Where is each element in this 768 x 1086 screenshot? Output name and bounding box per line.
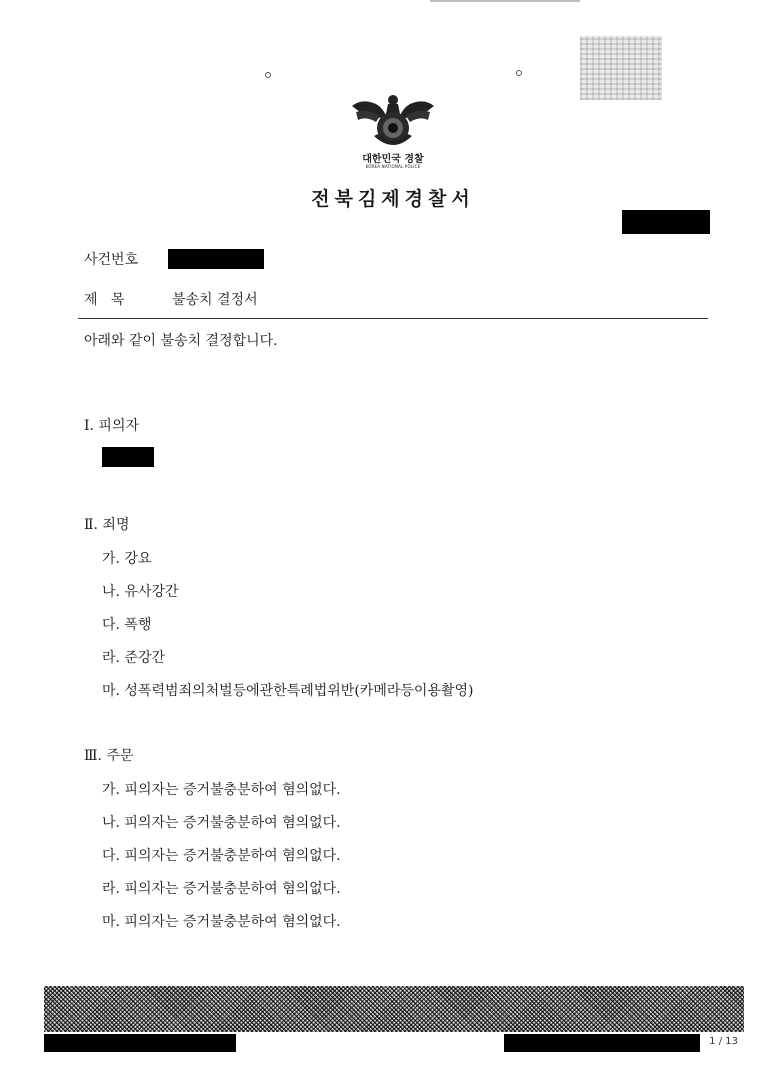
disposition-item: 라. 피의자는 증거불충분하여 혐의없다. xyxy=(102,881,341,897)
divider xyxy=(78,318,708,319)
disposition-item: 마. 피의자는 증거불충분하여 혐의없다. xyxy=(102,914,341,930)
disposition-item: 다. 피의자는 증거불충분하여 혐의없다. xyxy=(102,848,341,864)
scan-top-edge xyxy=(430,0,580,2)
charge-item: 라. 준강간 xyxy=(102,650,165,666)
redaction-block xyxy=(622,210,710,234)
section-1-heading: Ⅰ. 피의자 xyxy=(84,418,140,434)
subject-value: 불송치 결정서 xyxy=(172,292,258,308)
case-number-redaction xyxy=(168,249,264,269)
police-emblem-icon xyxy=(350,92,436,152)
security-stamp xyxy=(580,36,662,100)
intro-text: 아래와 같이 불송치 결정합니다. xyxy=(84,333,278,349)
section-2-heading: Ⅱ. 죄명 xyxy=(84,517,130,533)
charge-item: 다. 폭행 xyxy=(102,617,152,633)
section-3-heading: Ⅲ. 주문 xyxy=(84,748,134,764)
disposition-item: 나. 피의자는 증거불충분하여 혐의없다. xyxy=(102,815,341,831)
suspect-name-redaction xyxy=(102,447,154,467)
footer-redaction-left xyxy=(44,1034,236,1052)
charge-item: 가. 강요 xyxy=(102,551,152,567)
charge-item: 나. 유사강간 xyxy=(102,584,179,600)
scan-dot xyxy=(516,70,522,76)
charge-item: 마. 성폭력범죄의처벌등에관한특례법위반(카메라등이용촬영) xyxy=(102,683,474,699)
disposition-item: 가. 피의자는 증거불충분하여 혐의없다. xyxy=(102,782,341,798)
security-pattern-strip xyxy=(44,986,744,1032)
case-number-label: 사건번호 xyxy=(84,252,139,268)
page-number: 1 / 13 xyxy=(709,1036,738,1047)
scan-dot xyxy=(265,72,271,78)
subject-label: 제 목 xyxy=(84,292,125,308)
footer-redaction-right xyxy=(504,1034,700,1052)
org-name-ko: 대한민국 경찰 xyxy=(362,154,424,165)
station-title: 전북김제경찰서 xyxy=(311,188,475,210)
org-name-en: KOREA NATIONAL POLICE xyxy=(365,164,421,169)
